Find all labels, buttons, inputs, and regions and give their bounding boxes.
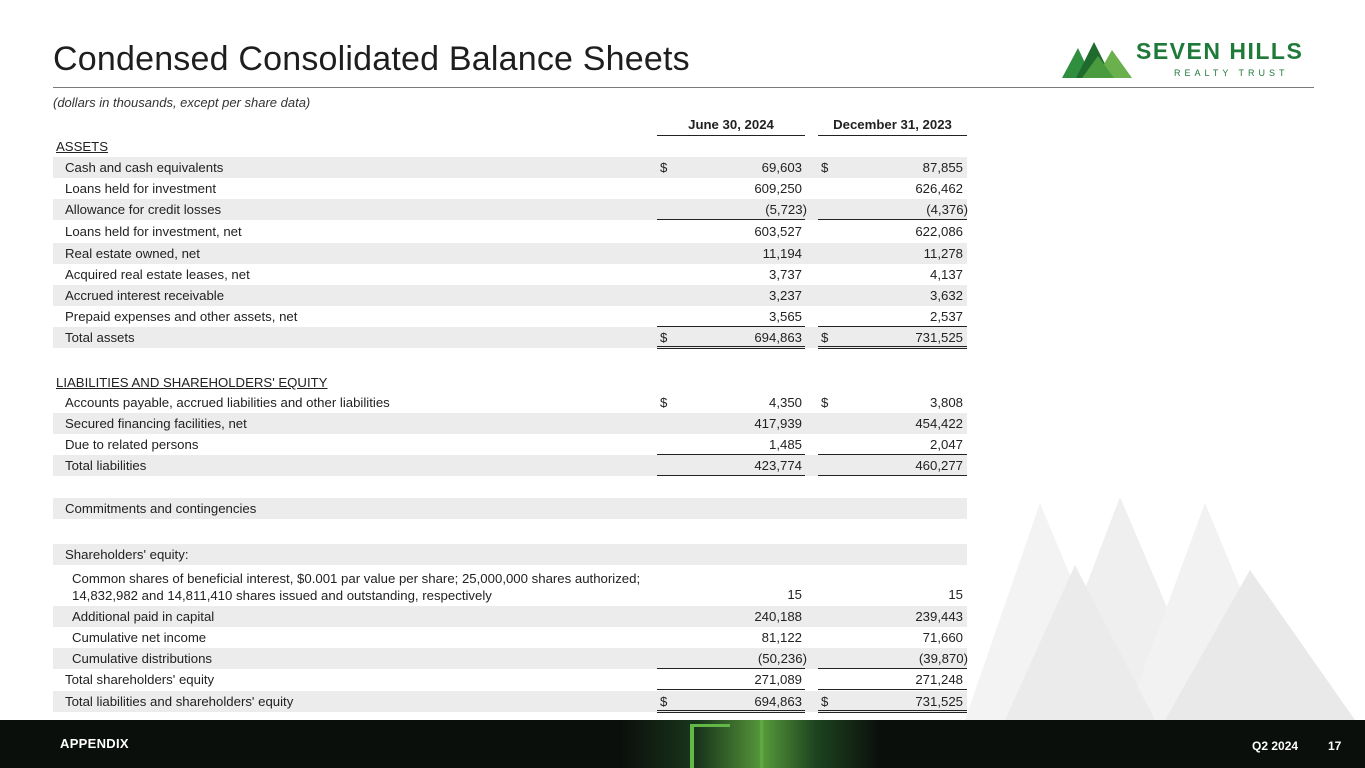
table-row: Cumulative distributions (50,236) (39,870) [53, 648, 967, 669]
total-double-rule [818, 346, 967, 347]
table-row: Real estate owned, net 11,194 11,278 [53, 243, 967, 264]
section-header-liabilities: LIABILITIES AND SHAREHOLDERS' EQUITY [56, 375, 328, 390]
table-row: Shareholders' equity: [53, 544, 967, 565]
total-double-rule [818, 710, 967, 711]
total-double-rule [657, 348, 805, 349]
subtotal-rule [818, 219, 967, 220]
footer-period: Q2 2024 [1252, 739, 1299, 753]
section-header-assets: ASSETS [56, 139, 109, 154]
mountains-logo-icon [1062, 40, 1134, 80]
total-rule [818, 475, 967, 476]
subtotal-rule [657, 219, 805, 220]
total-double-rule [657, 712, 805, 713]
table-row: Loans held for investment 609,250 626,462 [65, 181, 963, 196]
table-row-total: Total shareholders' equity 271,089 271,248 [65, 672, 963, 687]
table-row: Loans held for investment, net 603,527 622,086 [65, 224, 963, 239]
company-logo [1062, 38, 1322, 82]
table-row: Allowance for credit losses (5,723) (4,376) [53, 199, 967, 220]
table-row-total: Total assets $ 694,863 $ 731,525 [53, 327, 967, 348]
table-row: Accounts payable, accrued liabilities and other liabilities $ 4,350 $ 3,808 [65, 395, 963, 410]
page-subtitle: (dollars in thousands, except per share data) [53, 95, 311, 110]
total-double-rule [657, 346, 805, 347]
table-row: Cumulative net income 81,122 71,660 [72, 630, 963, 645]
table-row: Secured financing facilities, net 417,939 454,422 [53, 413, 967, 434]
total-double-rule [657, 710, 805, 711]
page-title: Condensed Consolidated Balance Sheets [53, 40, 690, 78]
logo-tagline: REALTY TRUST [1174, 68, 1289, 78]
title-divider [53, 87, 1314, 88]
table-row-total: Total liabilities 423,774 460,277 [53, 455, 967, 476]
column-header-dec-2023: December 31, 2023 [833, 117, 952, 132]
total-rule [657, 475, 805, 476]
table-row: Common shares of beneficial interest, $0.001 par value per share; 25,000,000 shares authorized; 14,832,982 and 14,811,410 shares issued and outstanding, respectively 15 15 [72, 571, 963, 603]
table-row: Prepaid expenses and other assets, net 3,565 2,537 [65, 309, 963, 324]
table-row: Commitments and contingencies [53, 498, 967, 519]
background-mountains [965, 495, 1365, 720]
total-double-rule [818, 712, 967, 713]
subtotal-rule [818, 689, 967, 690]
total-double-rule [818, 348, 967, 349]
table-row: Cash and cash equivalents $ 69,603 $ 87,855 [53, 157, 967, 178]
footer-decorative-image [620, 720, 880, 768]
page-number: 17 [1328, 739, 1342, 753]
table-row: Additional paid in capital 240,188 239,443 [53, 606, 967, 627]
column-header-jun-2024: June 30, 2024 [688, 117, 774, 132]
logo-wordmark: SEVEN HILLS [1136, 38, 1304, 64]
subtotal-rule [657, 689, 805, 690]
footer-decorative-bar [690, 724, 730, 727]
footer-decorative-bar [760, 720, 763, 768]
footer-section-label: APPENDIX [60, 736, 129, 751]
table-row-total: Total liabilities and shareholders' equity $ 694,863 $ 731,525 [53, 691, 967, 712]
table-row: Accrued interest receivable 3,237 3,632 [53, 285, 967, 306]
table-row: Due to related persons 1,485 2,047 [65, 437, 963, 452]
table-row: Acquired real estate leases, net 3,737 4,137 [65, 267, 963, 282]
footer-decorative-bar [690, 724, 694, 768]
footer-bar [0, 720, 1365, 768]
